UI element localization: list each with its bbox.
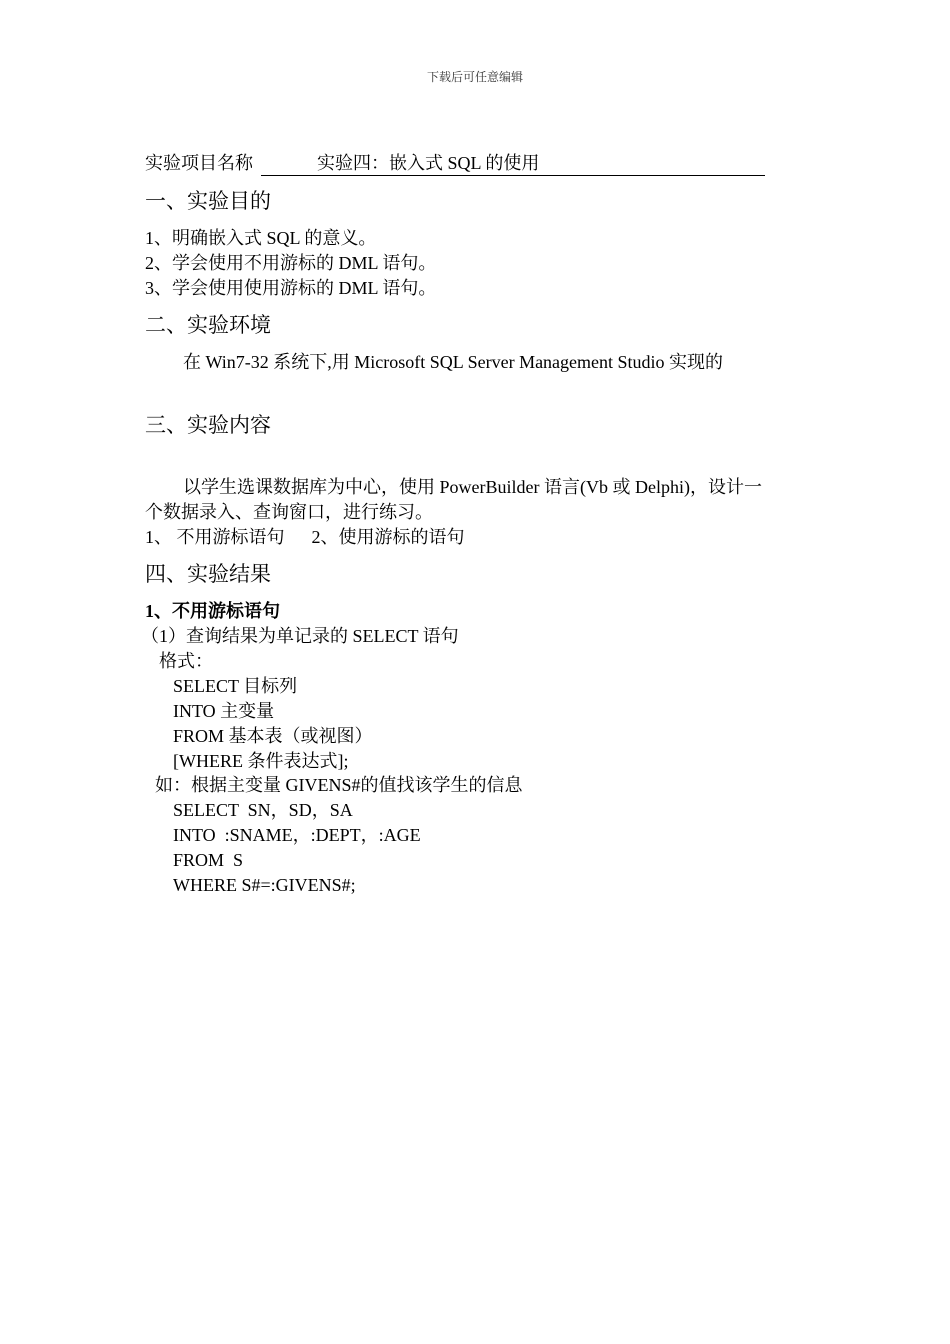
results-code-line-1: SELECT 目标列 [173, 676, 298, 696]
purpose-item-3: 3、学会使用使用游标的 DML 语句。 [145, 278, 437, 298]
results-line-2: 格式： [159, 651, 213, 671]
purpose-item-1: 1、明确嵌入式 SQL 的意义。 [145, 228, 377, 248]
results-code-line-2: INTO 主变量 [173, 701, 275, 721]
results-code-line-3: FROM 基本表（或视图） [173, 726, 373, 746]
page-header: 下载后可任意编辑 [426, 70, 523, 84]
results-code-line-6: INTO :SNAME，:DEPT，:AGE [173, 825, 421, 845]
project-title-row [145, 151, 765, 176]
results-code-line-8: WHERE S#=:GIVENS#; [173, 875, 356, 895]
results-code-line-4: [WHERE 条件表达式]; [173, 751, 349, 771]
results-code-line-5: SELECT SN，SD，SA [173, 800, 353, 820]
results-example-line: 如：根据主变量 GIVENS#的值找该学生的信息 [155, 775, 523, 795]
section-heading-content: 三、实验内容 [145, 413, 271, 437]
content-list: 1、 不用游标语句 2、使用游标的语句 [145, 527, 465, 547]
section-heading-environment: 二、实验环境 [145, 313, 271, 337]
project-name-value: 实验四：嵌入式 SQL 的使用 [261, 151, 765, 176]
section-heading-results: 四、实验结果 [145, 562, 271, 586]
results-code-line-7: FROM S [173, 850, 244, 870]
environment-text: 在 Win7-32 系统下,用 Microsoft SQL Server Management Studio 实现的 [183, 352, 724, 372]
project-name-label: 实验项目名称 [145, 153, 253, 173]
results-subheading: 1、不用游标语句 [145, 601, 280, 621]
results-line-1: （1）查询结果为单记录的 SELECT 语句 [141, 626, 459, 646]
content-paragraph-line-1: 以学生选课数据库为中心，使用 PowerBuilder 语言(Vb 或 Delphi)，设计一 [183, 477, 762, 497]
purpose-item-2: 2、学会使用不用游标的 DML 语句。 [145, 253, 437, 273]
content-paragraph-line-2: 个数据录入、查询窗口，进行练习。 [145, 502, 433, 522]
section-heading-purpose: 一、实验目的 [145, 189, 271, 213]
